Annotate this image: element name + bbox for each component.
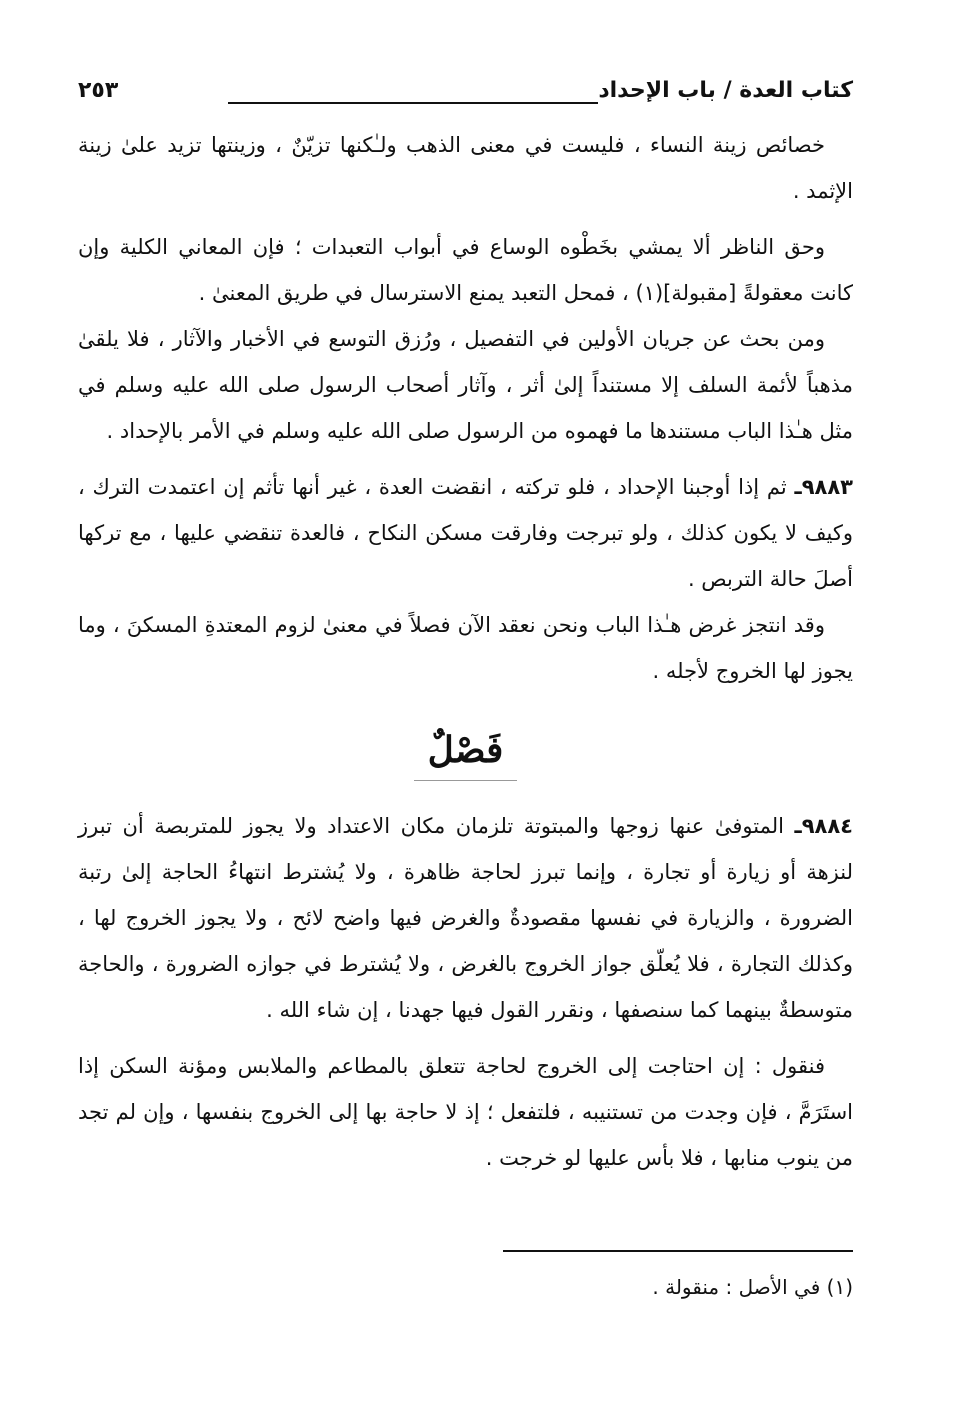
paragraph: وحق الناظر ألا يمشي بخَطْوه الوساع في أبواب التعبدات ؛ فإن المعاني الكلية وإن كانت معقولةً [مقبولة](١) ، فمحل التعبد يمنع الاسترسال في طريق المعنىٰ . xyxy=(78,235,853,305)
numbered-paragraph: ٩٨٨٤ـ المتوفىٰ عنها زوجها والمبتوتة تلزمان مكان الاعتداد ولا يجوز للمتربصة أن تبرز لنزهة أو زيارة أو تجارة ، وإنما تبرز لحاجة ظاهرة ، ولا يُشترط انتهاءُ الحاجة إلىٰ رتبة الضرورة ، والزيارة في نفسها مقصودةٌ والغرض فيها واضح لائح ، ولا يجوز الخروج لها ، وكذلك التجارة ، فلا يُعلّق جواز الخروج بالغرض ، ولا يُشترط في جوازه الضرورة ، والحاجة متوسطةٌ بينهما كما سنصفها ، ونقرر القول فيها جهدنا ، إن شاء الله . xyxy=(78,814,853,1022)
main-text xyxy=(78,122,853,1181)
paragraph-number: ٩٨٨٣ـ xyxy=(794,475,853,499)
footnote xyxy=(353,1275,853,1299)
section-heading: فَصْلٌ xyxy=(78,720,853,781)
paragraph-number: ٩٨٨٤ـ xyxy=(794,814,853,838)
footnote-marker: (١) xyxy=(826,1275,853,1299)
footnote-text: في الأصل : منقولة . xyxy=(652,1275,821,1299)
paragraph: ومن بحث عن جريان الأولين في التفصيل ، ورُزق التوسع في الأخبار والآثار ، فلا يلقىٰ مذهباً لأئمة السلف إلا مستنداً إلىٰ أثر ، وآثار أصحاب الرسول صلى الله عليه وسلم في مثل هـٰذا الباب مستندها ما فهموه من الرسول صلى الله عليه وسلم في الأمر بالإحداد . xyxy=(78,327,853,443)
paragraph: فنقول : إن احتاجت إلى الخروج لحاجة تتعلق بالمطاعم والملابس ومؤنة السكن إذا استَرَمَّ ، فإن وجدت من تستنيبه ، فلتفعل ؛ إذ لا حاجة بها إلى الخروج بنفسها ، وإن لم تجد من ينوب منابها ، فلا بأس عليها لو خرجت . xyxy=(78,1054,853,1170)
header-rule xyxy=(228,102,598,104)
running-header xyxy=(78,78,853,118)
running-title: كتاب العدة / باب الإحداد xyxy=(598,78,853,103)
footnote-rule xyxy=(503,1250,853,1252)
numbered-paragraph: ٩٨٨٣ـ ثم إذا أوجبنا الإحداد ، فلو تركته ، انقضت العدة ، غير أنها تأثم إن اعتمدت الترك ، وكيف لا يكون كذلك ، ولو تبرجت وفارقت مسكن النكاح ، فالعدة تنقضي عليها ، مع تركها أصلَ حالة التربص . xyxy=(78,475,853,591)
paragraph: خصائص زينة النساء ، فليست في معنى الذهب ولـٰكنها تزيّنٌ ، وزينتها تزيد علىٰ زينة الإثمد . xyxy=(78,133,853,203)
paragraph: وقد انتجز غرض هـٰذا الباب ونحن نعقد الآن فصلاً في معنىٰ لزوم المعتدةِ المسكنَ ، وما يجوز لها الخروج لأجله . xyxy=(78,613,853,683)
page-number: ٢٥٣ xyxy=(78,78,119,103)
